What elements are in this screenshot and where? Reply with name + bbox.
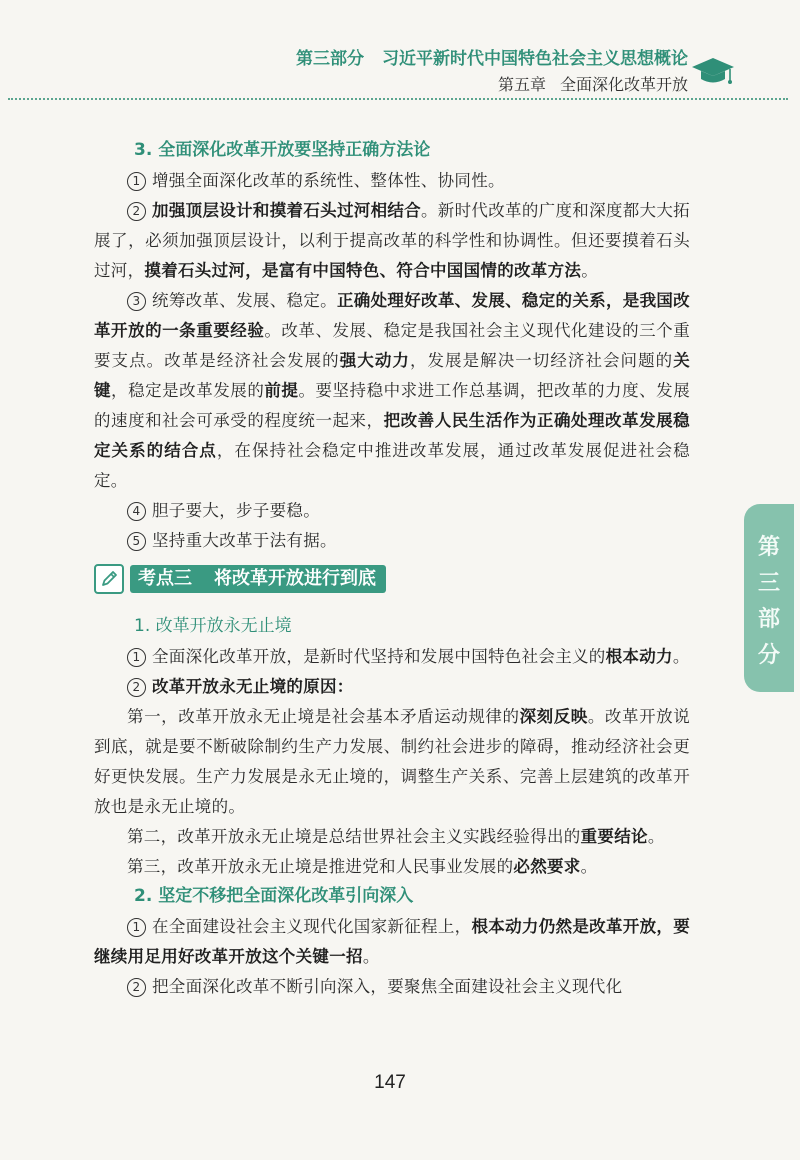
section3-item-3: 3 统筹改革、发展、稳定。正确处理好改革、发展、稳定的关系，是我国改革开放的一条重要经验。改革、发展、稳定是我国社会主义现代化建设的三个重要支点。改革是经济社会发展的强大动力，发展是解决一切经济社会问题的关键，稳定是改革发展的前提。要坚持稳中求进工作总基调，把改革的力度、发展的速度和社会可承受的程度统一起来，把改善人民生活作为正确处理改革发展稳定关系的结合点，在保持社会稳定中推进改革发展，通过改革发展促进社会稳定。	[94, 291, 691, 490]
header-part: 第三部分	[296, 49, 364, 69]
circled-number: 2	[127, 202, 146, 221]
section3-item-1: 1 增强全面深化改革的系统性、整体性、协同性。	[94, 166, 690, 196]
key-point-label	[130, 565, 386, 593]
circled-number: 4	[127, 502, 146, 521]
header-chapter: 第五章	[497, 75, 546, 94]
running-header	[0, 0, 800, 100]
side-tab-char: 第	[757, 535, 780, 560]
key-point-banner	[94, 564, 690, 594]
side-tab-char: 三	[757, 571, 780, 596]
section3-item-2: 2 加强顶层设计和摸着石头过河相结合。新时代改革的广度和深度都大大拓展了，必须加强顶层设计，以利于提高改革的科学性和协调性。但还要摸着石头过河，摸着石头过河，是富有中国特色、符合中国国情的改革方法。	[94, 201, 690, 280]
header-book-title: 习近平新时代中国特色社会主义思想概论	[382, 49, 688, 69]
header-divider	[8, 98, 788, 100]
section3-item-4: 4 胆子要大，步子要稳。	[94, 496, 690, 526]
subsection2-item-1: 1 在全面建设社会主义现代化国家新征程上，根本动力仍然是改革开放，要继续用足用好改革开放这个关键一招。	[94, 917, 690, 966]
key-point-number: 考点三	[138, 568, 192, 589]
reason-first: 第一，改革开放永无止境是社会基本矛盾运动规律的深刻反映。改革开放说到底，就是要不断破除制约生产力发展、制约社会进步的障碍，推动经济社会更好更快发展。生产力发展是永无止境的，调整生产关系、完善上层建筑的改革开放也是永无止境的。	[94, 707, 690, 816]
subsection1-heading: 1. 改革开放永无止境	[134, 616, 292, 636]
key-point-title: 将改革开放进行到底	[214, 568, 376, 589]
circled-number: 1	[127, 172, 146, 191]
side-tab-text	[744, 530, 794, 674]
header-chapter-title: 全面深化改革开放	[559, 75, 688, 94]
circled-number: 3	[127, 292, 146, 311]
part-side-tab	[744, 504, 794, 692]
subsection2-item-2: 2 把全面深化改革不断引向深入，要聚焦全面建设社会主义现代化	[94, 972, 690, 1002]
circled-number: 5	[127, 532, 146, 551]
circled-number: 2	[127, 978, 146, 997]
reason-second: 第二，改革开放永无止境是总结世界社会主义实践经验得出的重要结论。	[127, 827, 665, 846]
graduation-cap-icon	[690, 54, 736, 90]
circled-number: 1	[127, 918, 146, 937]
reason-third: 第三，改革开放永无止境是推进党和人民事业发展的必然要求。	[127, 857, 598, 876]
page-number: 147	[374, 1072, 406, 1093]
side-tab-char: 部	[757, 607, 780, 632]
circled-number: 2	[127, 678, 146, 697]
subsection2-heading: 2. 坚定不移把全面深化改革引向深入	[134, 886, 414, 906]
subsection1-item-1: 1 全面深化改革开放，是新时代坚持和发展中国特色社会主义的根本动力。	[94, 642, 690, 672]
header-part-line	[296, 44, 688, 69]
section3-item-5: 5 坚持重大改革于法有据。	[94, 526, 690, 556]
header-chapter-line	[498, 72, 688, 95]
subsection1-item-2: 2 改革开放永无止境的原因：	[94, 672, 690, 702]
circled-number: 1	[127, 648, 146, 667]
pencil-icon	[94, 564, 124, 594]
page-body	[94, 136, 690, 1002]
side-tab-char: 分	[757, 643, 780, 668]
section3-heading: 3. 全面深化改革开放要坚持正确方法论	[134, 140, 431, 160]
